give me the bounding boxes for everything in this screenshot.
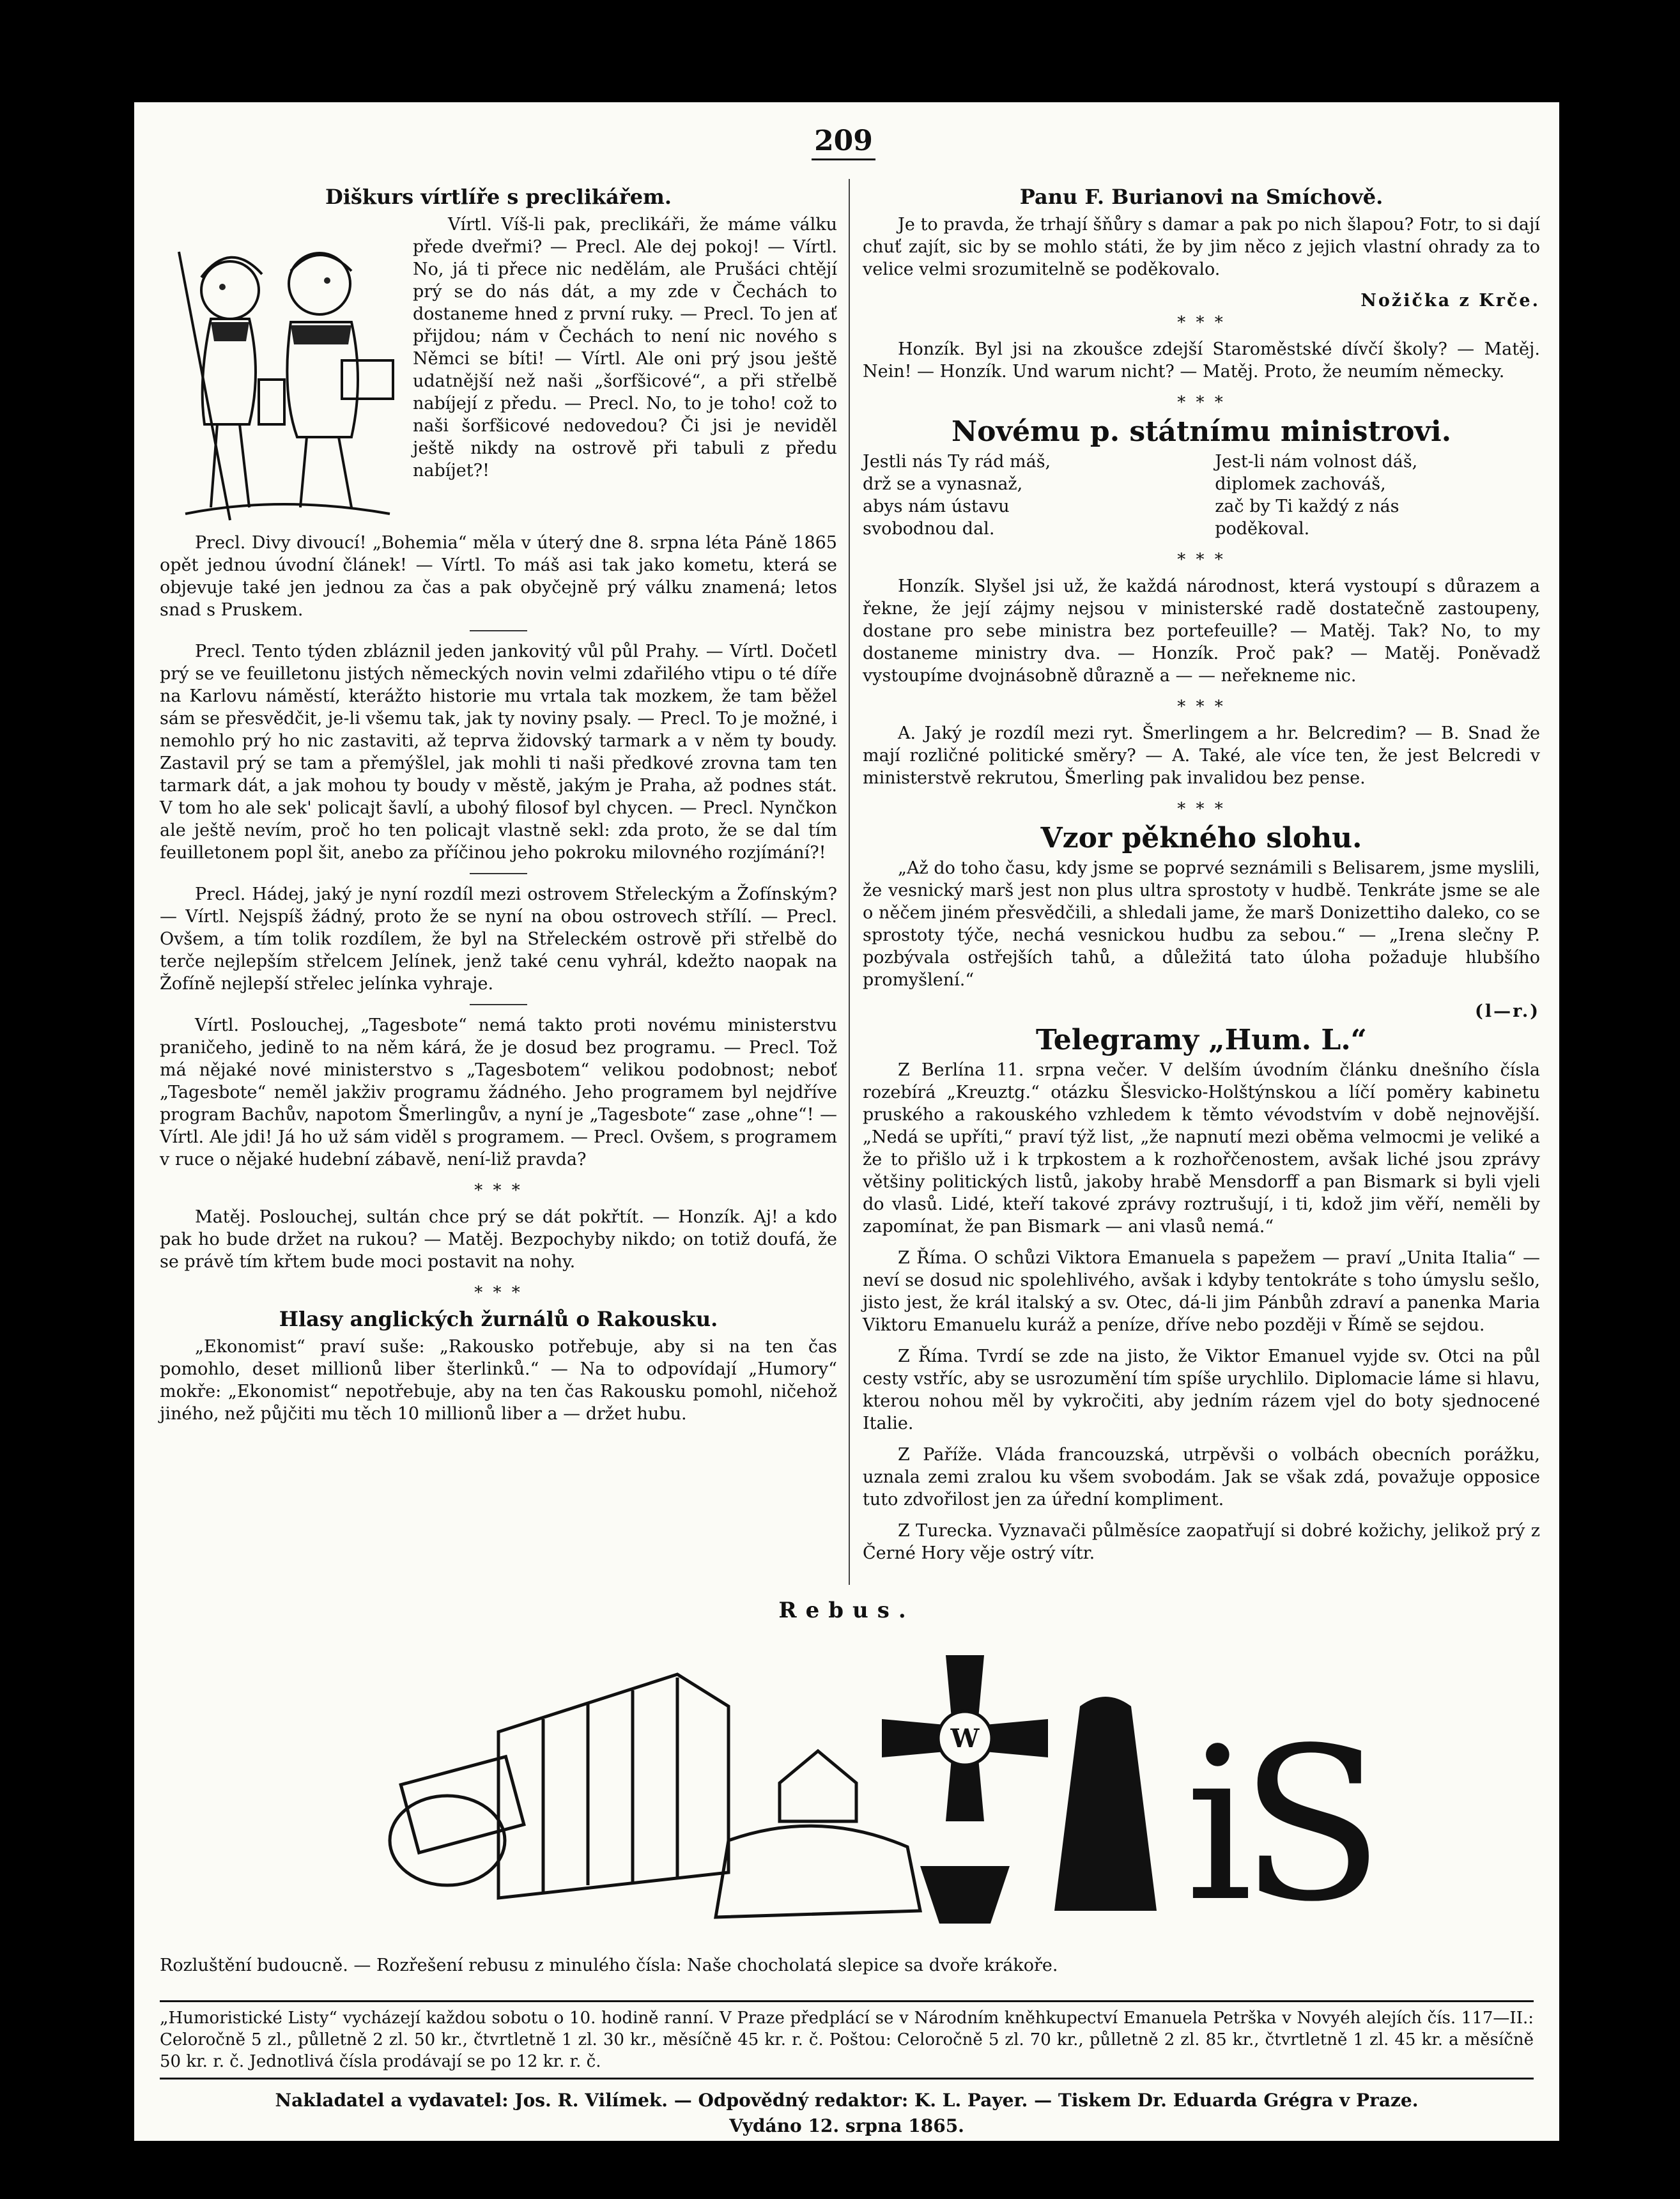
divider (470, 630, 527, 631)
heading-hlasy: Hlasy anglických žurnálů o Rakousku. (279, 1307, 718, 1331)
telegram-berlin: Z Berlína 11. srpna večer. V delším úvodním článku dnešního čísla rozebírá „Kreuztg.“ otázku Šlesvicko-Holštýnskou a líčí poměry kabinetu pruského a rakouského vzhledem k těmto vévodstvím v době nejnovější. „Nedá se upříti,“ praví týž list, „že napnutí mezi oběma velmocmi je veliké a že to přišlo už i k trpkostem a k rozhořčenostem, avšak liché jsou zprávy většiny politických listů, jakoby hrabě Mensdorff a pan Bismark si byli vjeli do vlasů. Lidé, kteří takové zprávy roztrušují, i ti, kdož jim věří, neměli by zapomínat, že pan Bismark — ani vlasů nemá.“ (863, 1060, 1540, 1237)
imprint-box: „Humoristické Listy“ vycházejí každou sobotu o 10. hodině ranní. V Praze předplácí se v Národním kněhkupectví Emanuela Petrška v Novyéh alejích čís. 117—II.: Celoročně 5 zl., půlletně 2 zl. 50 kr., čtvrtletně 1 zl. 30 kr., měsíčně 45 kr. r. č. Poštou: Celoročně 5 zl. 70 kr., půlletně 2 zl. 85 kr., čtvrtletně 1 zl. 45 kr. a měsíčně 50 kr. r. č. Jednotlivá čísla prodávají se po 12 kr. r. č. (160, 2000, 1534, 2079)
asterism: * * * (1177, 799, 1226, 819)
poem (863, 451, 1540, 540)
poem-line: zač by Ti každý z nás (1215, 497, 1399, 516)
poem-line: svobodnou dal. (863, 519, 995, 539)
right-column (863, 182, 1540, 1573)
telegram-rome-1: Z Říma. O schůzi Viktora Emanuela s papežem — praví „Unita Italia“ — neví se dosud nic spolehlivého, avšak i kdyby tentokráte s toho úmyslu sešlo, jisto jest, že král italský a sv. Otec, dá-li jim Pánbůh zdraví a panenka Maria Viktoru Emanuelu kuráž a peníze, dříve nebo později v Římě se sejdou. (863, 1248, 1540, 1335)
rebus-picture (371, 1630, 1385, 1948)
right-paragraph-1: Je to pravda, že trhají šňůry s damar a pak po nich šlapou? Fotr, to si dají chuť zajít, sic by se mohlo státi, že by jim něco z jejich vlastní ohrady za to velice velmi srozumitelně se poděkovalo. (863, 215, 1540, 279)
poem-line: poděkoval. (1215, 519, 1310, 539)
signature-nozicka: Nožička z Krče. (1360, 291, 1540, 311)
divider (470, 1004, 527, 1005)
column-rule (849, 179, 850, 1585)
telegram-turkey: Z Turecka. Vyznavači půlměsíce zaopatřují si dobré kožichy, jelikož prý z Černé Hory věje ostrý vítr. (863, 1521, 1540, 1563)
page-number-rule (812, 158, 875, 160)
rebus-solution: Rozluštění budoucně. — Rozřešení rebusu z minulého čísla: Naše chocholatá slepice sa dvoře krákoře. (160, 1956, 1058, 1975)
left-paragraph-6: Matěj. Poslouchej, sultán chce prý se dát pokřtít. — Honzík. Aj! a kdo pak ho bude držet na rukou? — Matěj. Bezpochyby nikdo; on totiž doufá, že se právě tím křtem bude moci postavit na nohy. (160, 1207, 837, 1272)
telegram-paris: Z Paříže. Vláda francouzská, utrpěvši o volbách obecních porážku, uznala zemi zralou ku všem svobodám. Jak se však zdá, považuje opposice tuto zdvořilost jen za úřední kompliment. (863, 1445, 1540, 1509)
rebus-letter-s: S (1240, 1702, 1385, 1948)
rebus-title: Rebus. (778, 1598, 915, 1623)
page-number: 209 (814, 125, 873, 157)
left-paragraph-7: „Ekonomist“ praví suše: „Rakousko potřebuje, aby si na ten čas pomohlo, deset millionů liber šterlinků.“ — Na to odpovídají „Humory“ mokře: „Ekonomist“ nepotřebuje, aby na ten čas Rakousku pomohl, ničehož jiného, než půjčiti mu těch 10 millionů liber a — držet hubu. (160, 1337, 837, 1424)
divider (470, 873, 527, 874)
left-column (160, 182, 837, 1434)
poem-stanza-a (863, 451, 1188, 540)
two-men-illustration (160, 213, 403, 527)
right-paragraph-5: „Až do toho času, kdy jsme se poprvé seznámili s Belisarem, jsme myslili, že vesnický marš jest non plus ultra sprostoty v hudbě. Tenkráte jsme se ale o něčem jiném přesvědčili, a shledali jame, že marš Donizettiho daleko, co se sprostoty týče, nechá vesnickou hudbu za sebou.“ — „Irena slečny P. pozbývala ostřejších tahů, a důležitá tato úloha požaduje hlubšího promyšlení.“ (863, 858, 1540, 990)
poem-line: drž se a vynasnaž, (863, 474, 1023, 494)
poem-line: Jest-li nám volnost dáš, (1215, 452, 1418, 472)
heading-ministrovi: Novému p. státnímu ministrovi. (951, 415, 1452, 448)
poem-line: abys nám ústavu (863, 497, 1010, 516)
heading-telegramy: Telegramy „Hum. L.“ (1036, 1024, 1367, 1056)
publisher-line: Nakladatel a vydavatel: Jos. R. Vilímek. — Odpovědný redaktor: K. L. Payer. — Tiskem Dr. Eduarda Grégra v Praze. (275, 2090, 1419, 2111)
left-paragraph-1: Vírtl. Víš-li pak, preclikáři, že máme válku přede dveřmi? — Precl. Ale dej pokoj! — Vírtl. No, já ti přece nic nedělám, ale Prušáci chtějí prý se do nás dát, a my zde v Čechách to dostaneme hned z první ruky. — Precl. To jen ať přijdou; nám v Čechách to není nic nového s Němci se bíti! — Vírtl. Ale oni prý jsou ještě udatnější než naši „šorfšicové“, a při střelbě nabíjejí z předu. — Precl. No, to je toho! což to naši šorfšicové nedovedou? Či jsi je neviděl ještě nikdy na ostrově při tabuli z předu nabíjet?! (413, 215, 837, 481)
right-paragraph-2: Honzík. Byl jsi na zkoušce zdejší Staroměstské dívčí školy? — Matěj. Nein! — Honzík. Und warum nicht? — Matěj. Proto, že neumím německy. (863, 339, 1540, 382)
newspaper-page (134, 102, 1559, 2141)
issued-date: Vydáno 12. srpna 1865. (729, 2115, 964, 2136)
rebus-cross-letter: W (950, 1724, 980, 1754)
asterism: * * * (474, 1181, 523, 1200)
right-paragraph-4: A. Jaký je rozdíl mezi ryt. Šmerlingem a hr. Belcredim? — B. Snad že mají rozličné politické směry? — A. Také, ale více ten, že jest Belcredi v ministerstvě rekrutou, Šmerling pak invalidou bez pense. (863, 723, 1540, 788)
left-paragraph-2: Precl. Divy divoucí! „Bohemia“ měla v úterý dne 8. srpna léta Páně 1865 opět jednou úvodní článek! — Vírtl. To máš asi tak jako kometu, která se objevuje také jen jednou za čas a pak obyčejně prý válku znamená; letos snad s Pruskem. (160, 533, 837, 620)
left-paragraph-4: Precl. Hádej, jaký je nyní rozdíl mezi ostrovem Střeleckým a Žofínským? — Vírtl. Nejspíš žádný, proto že se nyní na obou ostrovech střílí. — Precl. Ovšem, a tím tolik rozdílem, že byl na Střeleckém ostrově při střelbě do terče nejlepším střelcem Jelínek, jenž také cenu vyhrál, kdežto naopak na Žofíně nejlepší střelec jelínka vyhraje. (160, 884, 837, 994)
left-paragraph-3: Precl. Tento týden zbláznil jeden jankovitý vůl půl Prahy. — Vírtl. Dočetl prý se ve feuilletonu jistých německých novin velmi zdařilého vtipu o té díře na Karlovu náměstí, kterážto historie mu vrtala tak mozkem, že tam běžel sám se přesvědčit, je-li všemu tak, jak ty noviny psaly. — Precl. To je možné, i nemohlo prý ho nic zastaviti, až teprva židovský tarmark a v něm ty boudy. Zastavil prý se tam a přemýšlel, jak mohli ti naši předkové zrovna tam ten tarmark dát, a jak mohou ty boudy v městě, jakým je Praha, až podnes stát. V tom ho ale sek' policajt šavlí, a ubohý filosof byl chycen. — Precl. Nynčkon ale ještě nevím, proč ho ten policajt vlastně sekl: zda proto, že se dal tím feuilletonem popl šit, anebo za příčinou jeho pokroku milovného rozjímání?! (160, 642, 837, 863)
signature-lr: (l—r.) (1475, 1001, 1540, 1021)
right-paragraph-3: Honzík. Slyšel jsi už, že každá národnost, která vystoupí s důrazem a řekne, že její zájmy nejsou v ministerské radě dostatečně zastoupeny, dostane pro sebe ministra bez portefeuille? — Matěj. Tak? No, to my dostaneme ministry dva. — Honzík. Proč pak? — Matěj. Poněvadž vystoupíme dvojnásobně důrazně a — — neřekneme nic. (863, 576, 1540, 686)
heading-vzor: Vzor pěkného slohu. (1040, 822, 1362, 854)
asterism: * * * (1177, 697, 1226, 716)
asterism: * * * (474, 1283, 523, 1302)
telegram-rome-2: Z Říma. Tvrdí se zde na jisto, že Viktor Emanuel vyjde sv. Otci na půl cesty vstříc, aby se usrozumění tím spíše urychlilo. Diplomacie láme si hlavu, kterou nohou měl by vykročiti, aby jedním rázem vjel do boty sjednocené Italie. (863, 1346, 1540, 1433)
poem-line: diplomek zachováš, (1215, 474, 1386, 494)
poem-line: Jestli nás Ty rád máš, (863, 452, 1051, 472)
asterism: * * * (1177, 550, 1226, 569)
heading-diskurs: Diškurs vírtlíře s preclikářem. (325, 185, 672, 209)
heading-burianovi: Panu F. Burianovi na Smíchově. (1019, 185, 1383, 209)
left-paragraph-5: Vírtl. Poslouchej, „Tagesbote“ nemá takto proti novému ministerstvu praničeho, jedině to na něm kárá, že je dosud bez programu. — Precl. Tož má nějaké nové ministerstvo s „Tagesbotem“ velikou podobnost; neboť „Tagesbote“ neměl jakživ programu žádného. Jeho programem byl nejdříve program Bachův, napotom Šmerlingův, a nyní je „Tagesbote“ zase „ohne“! — Vírtl. Ale jdi! Já ho už sám viděl s programem. — Precl. Ovšem, s programem v ruce o nějaké hudební zábavě, není-liž pravda? (160, 1015, 837, 1169)
asterism: * * * (1177, 313, 1226, 332)
asterism: * * * (1177, 393, 1226, 412)
poem-stanza-b (1215, 451, 1540, 540)
rebus-letter-i: i (1185, 1702, 1253, 1948)
